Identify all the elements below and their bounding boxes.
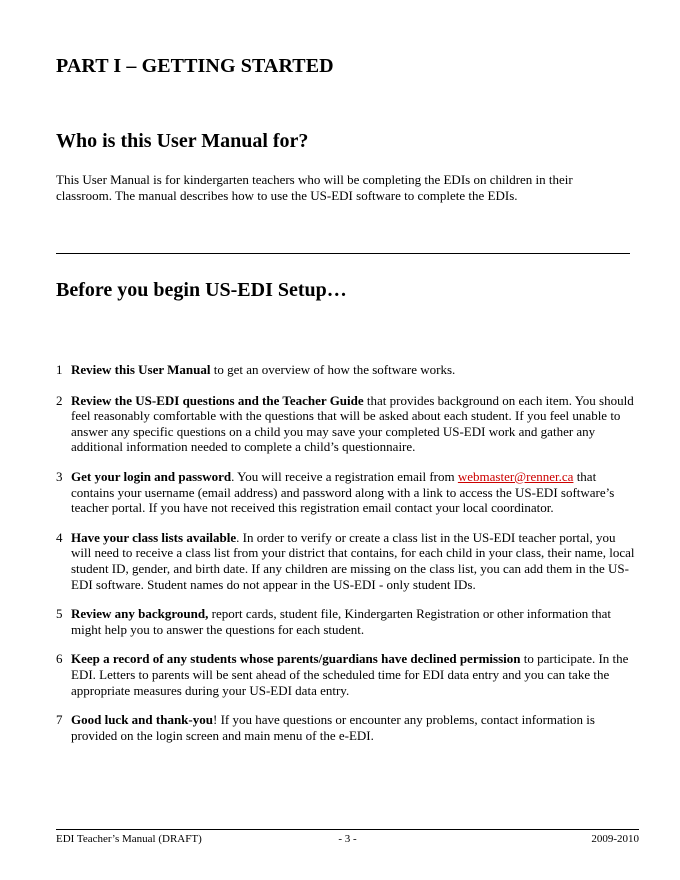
step-lead: Keep a record of any students whose parents/guardians have declined permission <box>71 651 521 667</box>
step-item <box>56 469 636 516</box>
step-item <box>56 530 636 592</box>
step-text <box>71 469 636 516</box>
step-item <box>56 651 636 698</box>
step-body: to get an overview of how the software works. <box>210 362 456 377</box>
step-lead: Review any background, <box>71 606 209 622</box>
part-title: PART I – GETTING STARTED <box>56 55 334 77</box>
step-number: 4 <box>56 529 63 545</box>
step-text <box>71 712 636 743</box>
webmaster-email-link[interactable]: webmaster@renner.ca <box>457 468 574 484</box>
step-item <box>56 712 636 743</box>
step-number: 6 <box>56 651 63 667</box>
step-body: to participate. In the EDI. Letters to parents will be sent ahead of the scheduled time for EDI data entry and you can take the appropriate measures during your US-EDI data entry. <box>71 651 629 698</box>
step-lead: Review the US-EDI questions and the Teacher Guide <box>71 392 364 408</box>
step-body: that contains your username (email address) and password along with a link to access the US-EDI software’s teacher portal. If you have not received this registration email contact your local coordinator. <box>71 468 615 516</box>
footer-page-number: - 3 - <box>338 833 357 845</box>
setup-steps-list <box>56 362 636 743</box>
step-number: 7 <box>56 712 63 728</box>
step-body: ! If you have questions or encounter any problems, contact information is provided on the login screen and main menu of the e-EDI. <box>71 712 595 743</box>
step-body: . You will receive a registration email from <box>231 468 458 484</box>
section-divider <box>56 253 630 254</box>
footer-year-range: 2009-2010 <box>591 833 639 845</box>
step-lead: Have your class lists available <box>71 529 237 545</box>
intro-paragraph: This User Manual is for kindergarten teachers who will be completing the EDIs on children in their classroom. The manual describes how to use the US-EDI software to complete the EDIs. <box>56 172 573 203</box>
step-text <box>71 393 636 455</box>
step-number: 3 <box>56 468 63 484</box>
footer-divider <box>56 829 639 830</box>
step-text <box>71 606 636 637</box>
step-lead: Review this User Manual <box>71 362 211 377</box>
step-body: report cards, student file, Kindergarten Registration or other information that might help you to answer the questions for each student. <box>71 606 612 637</box>
step-body: that provides background on each item. You should feel reasonably comfortable with the questions that will be asked about each student. If you feel unable to answer any specific questions on a child you may save your completed US-EDI work and gather any additional information needed to complete a child’s questionnaire. <box>71 392 634 455</box>
step-number: 2 <box>56 392 63 408</box>
before-heading: Before you begin US-EDI Setup… <box>56 279 347 301</box>
step-text <box>71 530 636 592</box>
step-number: 1 <box>56 362 63 377</box>
who-heading: Who is this User Manual for? <box>56 130 309 152</box>
page-footer <box>56 833 639 847</box>
step-body: . In order to verify or create a class list in the US-EDI teacher portal, you will need to receive a class list from your district that contains, for each child in your class, their name, local student ID, gender, and birth date. If any children are missing on the class list, you can add them in the US-EDI software. Student names do not appear in the US-EDI - only student IDs. <box>71 529 635 592</box>
step-lead: Good luck and thank-you <box>71 712 213 728</box>
step-number: 5 <box>56 606 63 622</box>
step-text <box>71 362 636 378</box>
step-item <box>56 606 636 637</box>
step-item <box>56 393 636 455</box>
step-item <box>56 362 636 378</box>
step-lead: Get your login and password <box>71 468 232 484</box>
footer-document-title: EDI Teacher’s Manual (DRAFT) <box>56 833 202 845</box>
step-text <box>71 651 636 698</box>
